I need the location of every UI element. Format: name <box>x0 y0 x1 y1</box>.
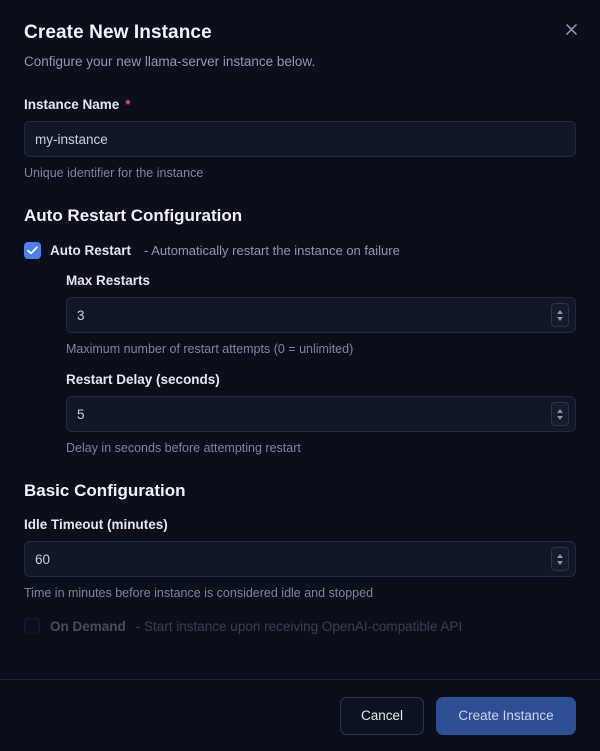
create-instance-button[interactable]: Create Instance <box>436 697 576 735</box>
stepper-up-icon[interactable] <box>557 554 563 558</box>
close-glyph <box>565 23 578 36</box>
auto-restart-note: - Automatically restart the instance on failure <box>144 243 400 258</box>
max-restarts-field <box>66 273 576 356</box>
auto-restart-section <box>24 206 576 455</box>
basic-section-title: Basic Configuration <box>24 481 186 500</box>
idle-timeout-input-wrap <box>24 541 576 577</box>
on-demand-note: - Start instance upon receiving OpenAI-compatible API <box>135 618 463 634</box>
max-restarts-input[interactable] <box>66 297 576 333</box>
cancel-button[interactable]: Cancel <box>340 697 424 735</box>
max-restarts-help: Maximum number of restart attempts (0 = unlimited) <box>66 342 354 356</box>
checkbox-checked-icon[interactable] <box>24 242 41 259</box>
instance-name-label <box>24 97 576 112</box>
auto-restart-section-title: Auto Restart Configuration <box>24 206 243 225</box>
idle-timeout-input[interactable] <box>24 541 576 577</box>
auto-restart-checkbox-row[interactable] <box>24 242 576 259</box>
instance-name-label-text: Instance Name <box>24 97 120 112</box>
required-indicator: * <box>125 97 131 112</box>
restart-delay-label: Restart Delay (seconds) <box>66 372 220 387</box>
dialog-footer <box>0 679 600 751</box>
instance-name-input[interactable] <box>24 121 576 157</box>
stepper-down-icon[interactable] <box>557 317 563 321</box>
restart-delay-stepper[interactable] <box>551 402 569 426</box>
max-restarts-input-wrap <box>66 297 576 333</box>
stepper-up-icon[interactable] <box>557 409 563 413</box>
restart-delay-field <box>66 372 576 455</box>
on-demand-label: On Demand <box>50 618 126 634</box>
idle-timeout-field <box>24 517 576 600</box>
stepper-up-icon[interactable] <box>557 310 563 314</box>
max-restarts-label: Max Restarts <box>66 273 151 288</box>
auto-restart-options <box>66 273 576 455</box>
dialog-subtitle: Configure your new llama-server instance below. <box>24 54 316 69</box>
instance-name-field <box>24 97 576 180</box>
idle-timeout-stepper[interactable] <box>551 547 569 571</box>
auto-restart-label: Auto Restart <box>50 243 132 258</box>
page-title: Create New Instance <box>24 22 212 43</box>
max-restarts-stepper[interactable] <box>551 303 569 327</box>
idle-timeout-help: Time in minutes before instance is considered idle and stopped <box>24 586 374 600</box>
restart-delay-input[interactable] <box>66 396 576 432</box>
dialog-header <box>0 0 600 69</box>
close-icon[interactable] <box>558 16 584 42</box>
check-glyph <box>27 246 38 255</box>
idle-timeout-label: Idle Timeout (minutes) <box>24 517 168 532</box>
scroll-fade <box>0 661 600 679</box>
instance-name-help: Unique identifier for the instance <box>24 166 204 180</box>
dialog-body <box>0 69 600 679</box>
on-demand-checkbox-row[interactable] <box>24 618 576 634</box>
stepper-down-icon[interactable] <box>557 561 563 565</box>
checkbox-unchecked-icon[interactable] <box>24 618 40 634</box>
restart-delay-help: Delay in seconds before attempting restart <box>66 441 301 455</box>
stepper-down-icon[interactable] <box>557 416 563 420</box>
basic-configuration-section <box>24 481 576 634</box>
restart-delay-input-wrap <box>66 396 576 432</box>
